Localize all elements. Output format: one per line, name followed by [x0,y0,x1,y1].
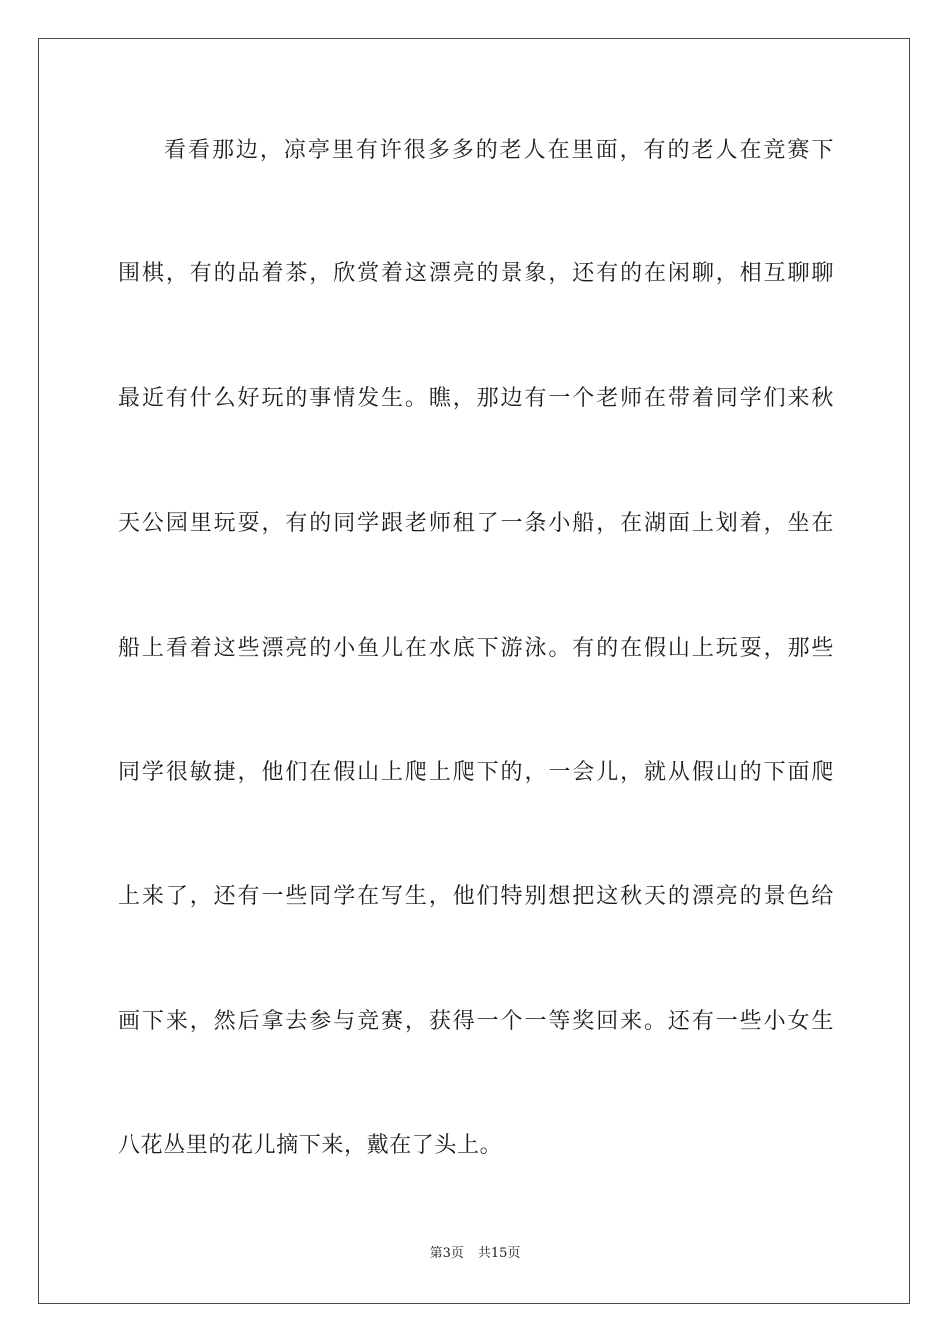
paragraph-line-5: 船上看着这些漂亮的小鱼儿在水底下游泳。有的在假山上玩耍，那些 [118,636,834,661]
paragraph-line-6: 同学很敏捷，他们在假山上爬上爬下的，一会儿，就从假山的下面爬 [118,760,834,785]
page-footer [0,1245,950,1263]
paragraph-line-3: 最近有什么好玩的事情发生。瞧，那边有一个老师在带着同学们来秋 [118,386,834,411]
page-total: 共15页 [477,1246,521,1261]
page-number: 第3页 [429,1246,464,1261]
paragraph-line-7: 上来了，还有一些同学在写生，他们特别想把这秋天的漂亮的景色给 [118,884,834,909]
page-border [38,38,910,1304]
paragraph-line-4: 天公园里玩耍，有的同学跟老师租了一条小船，在湖面上划着，坐在 [118,511,834,536]
paragraph-line-1: 看看那边，凉亭里有许很多多的老人在里面，有的老人在竞赛下 [164,138,834,163]
paragraph-line-8: 画下来，然后拿去参与竞赛，获得一个一等奖回来。还有一些小女生 [118,1009,834,1034]
paragraph-line-2: 围棋，有的品着茶，欣赏着这漂亮的景象，还有的在闲聊，相互聊聊 [118,261,834,286]
paragraph-line-9: 八花丛里的花儿摘下来，戴在了头上。 [118,1133,503,1158]
